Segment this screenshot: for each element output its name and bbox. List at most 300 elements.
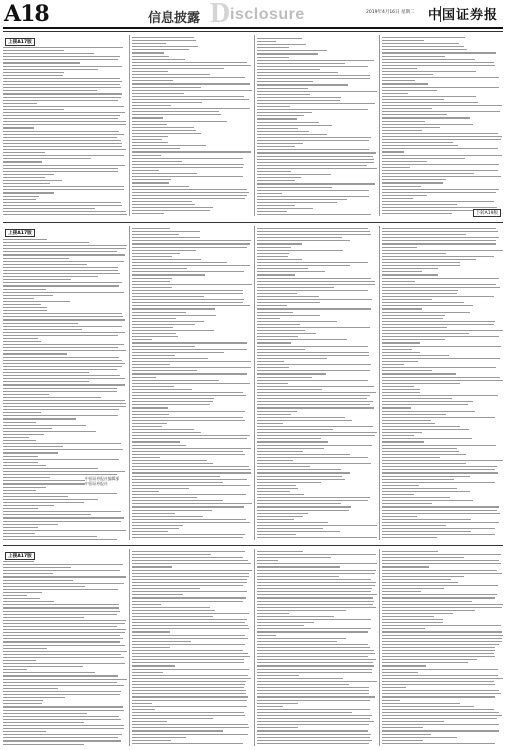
text-line	[382, 554, 501, 555]
text-line	[132, 429, 194, 430]
text-line	[3, 347, 118, 348]
text-line	[382, 570, 497, 571]
text-line	[3, 400, 125, 401]
text-line	[132, 448, 251, 449]
text-line	[132, 46, 198, 47]
text-line	[257, 576, 339, 577]
text-line	[382, 46, 464, 47]
text-line	[132, 93, 184, 94]
text-line	[382, 68, 417, 69]
text-line	[132, 591, 247, 592]
text-line	[382, 485, 419, 486]
text-line	[3, 214, 127, 215]
text-line	[3, 202, 121, 203]
text-line	[3, 332, 125, 333]
text-line	[382, 87, 499, 88]
text-line	[132, 534, 245, 535]
text-line	[132, 678, 251, 679]
text-line	[382, 659, 477, 660]
text-line	[257, 693, 369, 694]
text-line	[132, 426, 162, 427]
text-line	[3, 87, 121, 88]
text-line	[257, 168, 377, 169]
text-line	[257, 579, 371, 580]
text-line	[132, 96, 244, 97]
text-line	[382, 164, 499, 165]
text-line	[132, 158, 243, 159]
text-line	[257, 432, 377, 433]
text-line	[132, 588, 200, 589]
text-line	[382, 130, 422, 131]
text-line	[3, 617, 84, 618]
text-line	[257, 137, 371, 138]
text-line	[382, 114, 447, 115]
text-line	[382, 136, 502, 137]
text-line	[382, 582, 458, 583]
text-line	[3, 679, 127, 680]
text-line	[257, 435, 375, 436]
text-line	[132, 127, 194, 128]
text-line	[382, 513, 500, 514]
text-line	[257, 373, 326, 374]
article-column	[3, 549, 127, 746]
text-line	[132, 130, 196, 131]
text-line	[132, 531, 168, 532]
text-line	[382, 65, 495, 66]
text-line	[382, 407, 411, 408]
text-line	[3, 106, 124, 107]
text-line	[3, 267, 118, 268]
text-line	[3, 468, 98, 469]
text-line	[382, 451, 459, 452]
text-line	[257, 454, 350, 455]
text-line	[382, 414, 446, 415]
text-line	[382, 625, 501, 626]
text-line	[257, 665, 374, 666]
text-line	[257, 594, 377, 595]
text-line	[382, 463, 466, 464]
text-line	[257, 240, 350, 241]
masthead	[0, 0, 506, 28]
text-line	[257, 47, 289, 48]
text-line	[3, 487, 46, 488]
text-line	[132, 662, 244, 663]
text-line	[132, 709, 155, 710]
text-line	[3, 323, 78, 324]
text-line	[257, 706, 283, 707]
text-line	[382, 302, 464, 303]
text-line	[382, 494, 414, 495]
text-line	[3, 524, 58, 525]
text-line	[132, 250, 196, 251]
text-line	[257, 488, 298, 489]
text-line	[3, 517, 124, 518]
text-line	[3, 434, 44, 435]
text-line	[257, 100, 340, 101]
text-line	[257, 734, 371, 735]
text-line	[3, 47, 123, 48]
text-line	[382, 460, 503, 461]
text-line	[382, 37, 465, 38]
text-line	[132, 737, 186, 738]
text-line	[257, 361, 284, 362]
text-line	[3, 295, 53, 296]
text-line	[3, 388, 117, 389]
text-line	[382, 476, 470, 477]
text-line	[132, 404, 210, 405]
text-line	[257, 342, 291, 343]
text-line	[3, 137, 117, 138]
text-line	[257, 125, 332, 126]
article-column	[382, 222, 503, 540]
text-line	[257, 287, 334, 288]
text-line	[132, 111, 219, 112]
text-line	[3, 645, 125, 646]
text-line	[3, 360, 122, 361]
text-line	[257, 635, 276, 636]
text-line	[257, 681, 377, 682]
text-line	[3, 261, 124, 262]
text-line	[132, 696, 248, 697]
text-line	[3, 505, 54, 506]
text-line	[132, 43, 166, 44]
text-line	[132, 380, 219, 381]
text-line	[132, 488, 189, 489]
text-line	[382, 124, 473, 125]
text-line	[382, 170, 498, 171]
text-line	[3, 499, 98, 500]
text-line	[3, 397, 101, 398]
text-line	[257, 312, 293, 313]
text-line	[382, 336, 499, 337]
text-line	[3, 242, 89, 243]
text-line	[382, 139, 501, 140]
text-line	[3, 660, 36, 661]
text-line	[3, 710, 124, 711]
text-line	[382, 287, 500, 288]
text-line	[382, 531, 471, 532]
text-line	[257, 591, 371, 592]
text-line	[3, 189, 124, 190]
text-line	[257, 38, 302, 39]
text-line	[257, 700, 370, 701]
text-line	[257, 143, 303, 144]
text-line	[132, 231, 200, 232]
text-line	[3, 651, 127, 652]
text-line	[3, 326, 122, 327]
text-line	[382, 721, 444, 722]
text-line	[132, 582, 247, 583]
text-line	[257, 638, 346, 639]
text-line	[257, 687, 369, 688]
text-line	[257, 737, 370, 738]
column-rule	[379, 226, 380, 540]
text-line	[132, 198, 245, 199]
text-line	[257, 81, 313, 82]
text-line	[132, 148, 180, 149]
text-line	[257, 625, 304, 626]
text-line	[3, 248, 126, 249]
text-line	[132, 528, 179, 529]
text-line	[257, 293, 297, 294]
text-line	[132, 349, 247, 350]
text-line	[132, 479, 247, 480]
text-line	[257, 190, 369, 191]
text-line	[132, 207, 213, 208]
text-line	[382, 268, 438, 269]
text-line	[132, 472, 251, 473]
text-line	[3, 418, 76, 419]
text-line	[382, 718, 497, 719]
text-line	[3, 573, 53, 574]
text-line	[132, 457, 160, 458]
text-line	[132, 554, 211, 555]
text-line	[382, 727, 423, 728]
text-line	[3, 611, 120, 612]
text-line	[382, 145, 458, 146]
text-line	[3, 592, 42, 593]
text-line	[382, 278, 499, 279]
text-line	[3, 583, 124, 584]
text-line	[3, 490, 36, 491]
text-line	[3, 357, 119, 358]
text-line	[382, 259, 476, 260]
text-line	[132, 102, 202, 103]
text-line	[132, 469, 251, 470]
text-line	[132, 105, 171, 106]
text-line	[257, 196, 369, 197]
text-line	[257, 211, 287, 212]
text-line	[132, 435, 250, 436]
text-line	[257, 656, 368, 657]
text-line	[132, 417, 243, 418]
text-line	[382, 237, 499, 238]
text-line	[3, 115, 120, 116]
text-line	[132, 669, 249, 670]
text-line	[132, 441, 180, 442]
text-line	[257, 601, 374, 602]
text-line	[3, 279, 71, 280]
text-line	[3, 725, 124, 726]
text-line	[382, 619, 443, 620]
text-line	[257, 715, 372, 716]
text-line	[382, 641, 502, 642]
text-line	[132, 259, 201, 260]
text-line	[257, 653, 375, 654]
text-line	[382, 560, 499, 561]
text-line	[382, 204, 457, 205]
text-line	[3, 72, 64, 73]
text-line	[257, 457, 368, 458]
text-line	[257, 324, 300, 325]
text-line	[257, 404, 370, 405]
text-line	[382, 195, 427, 196]
article-column	[3, 35, 127, 216]
text-line	[3, 270, 118, 271]
text-line	[257, 159, 374, 160]
text-line	[132, 513, 175, 514]
text-line	[257, 199, 347, 200]
text-line	[3, 192, 54, 193]
text-line	[3, 112, 125, 113]
text-line	[382, 299, 432, 300]
text-line	[132, 62, 247, 63]
text-line	[382, 616, 434, 617]
text-line	[257, 346, 368, 347]
text-line	[3, 264, 87, 265]
text-line	[132, 204, 195, 205]
text-line	[257, 78, 370, 79]
text-line	[132, 659, 244, 660]
text-line	[257, 557, 331, 558]
text-line	[257, 506, 351, 507]
text-line	[257, 423, 283, 424]
text-line	[257, 278, 371, 279]
text-line	[382, 647, 495, 648]
text-line	[3, 353, 67, 354]
text-line	[382, 528, 495, 529]
text-line	[3, 338, 38, 339]
section-title-en: isclosure	[230, 6, 305, 23]
text-line	[257, 463, 371, 464]
text-line	[3, 629, 126, 630]
text-line	[257, 333, 316, 334]
text-line	[132, 482, 223, 483]
text-line	[3, 199, 36, 200]
text-line	[257, 318, 280, 319]
section-bottom	[3, 545, 503, 748]
text-line	[257, 208, 313, 209]
text-line	[257, 401, 373, 402]
text-line	[3, 146, 122, 147]
text-line	[132, 77, 245, 78]
text-line	[257, 718, 370, 719]
text-line	[382, 525, 446, 526]
text-line	[257, 122, 319, 123]
text-line	[257, 193, 282, 194]
text-line	[132, 460, 207, 461]
text-line	[132, 377, 156, 378]
text-line	[257, 281, 375, 282]
text-line	[257, 109, 368, 110]
text-line	[3, 93, 122, 94]
text-line	[3, 140, 121, 141]
text-line	[132, 333, 176, 334]
text-line	[382, 186, 421, 187]
text-line	[132, 265, 250, 266]
text-line	[257, 554, 376, 555]
text-line	[382, 370, 432, 371]
text-line	[3, 369, 117, 370]
text-line	[257, 321, 337, 322]
text-line	[382, 681, 494, 682]
text-line	[3, 638, 123, 639]
text-line	[132, 466, 249, 467]
text-line	[132, 352, 224, 353]
text-line	[382, 43, 459, 44]
text-line	[3, 437, 29, 438]
text-line	[3, 251, 117, 252]
text-line	[257, 106, 290, 107]
text-line	[257, 441, 328, 442]
text-line	[132, 743, 243, 744]
text-line	[257, 563, 377, 564]
text-line	[3, 372, 89, 373]
text-line	[257, 364, 371, 365]
text-line	[382, 158, 465, 159]
text-line	[132, 170, 159, 171]
text-line	[382, 367, 496, 368]
text-line	[257, 383, 288, 384]
text-line	[132, 610, 215, 611]
text-line	[132, 90, 252, 91]
text-line	[257, 330, 305, 331]
text-line	[3, 657, 124, 658]
text-line	[382, 420, 431, 421]
text-line	[132, 644, 245, 645]
text-line	[132, 370, 197, 371]
text-line	[382, 52, 496, 53]
text-line	[257, 411, 297, 412]
text-line	[382, 656, 495, 657]
text-line	[132, 389, 192, 390]
text-line	[382, 466, 497, 467]
text-line	[257, 566, 340, 567]
text-line	[382, 551, 438, 552]
text-line	[3, 620, 126, 621]
text-line	[3, 378, 125, 379]
text-line	[3, 406, 126, 407]
text-line	[132, 346, 195, 347]
text-line	[132, 485, 250, 486]
text-line	[382, 715, 502, 716]
text-line	[257, 588, 372, 589]
text-line	[382, 712, 499, 713]
text-line	[3, 307, 47, 308]
text-line	[3, 502, 84, 503]
text-line	[132, 262, 227, 263]
text-line	[257, 380, 368, 381]
text-line	[3, 276, 98, 277]
text-line	[3, 440, 36, 441]
text-line	[132, 525, 183, 526]
text-line	[257, 616, 334, 617]
text-line	[382, 573, 502, 574]
text-line	[3, 663, 125, 664]
text-line	[382, 56, 445, 57]
text-line	[3, 350, 126, 351]
text-line	[3, 239, 47, 240]
text-line	[382, 631, 502, 632]
text-line	[382, 265, 460, 266]
text-line	[382, 650, 495, 651]
text-line	[382, 389, 420, 390]
text-line	[257, 290, 368, 291]
text-line	[3, 713, 87, 714]
text-line	[257, 214, 371, 215]
text-line	[3, 508, 38, 509]
text-line	[382, 364, 404, 365]
text-line	[132, 619, 247, 620]
text-line	[132, 336, 178, 337]
text-line	[132, 566, 172, 567]
text-line	[3, 245, 127, 246]
text-line	[382, 411, 475, 412]
text-line	[132, 117, 163, 118]
text-line	[132, 579, 247, 580]
text-line	[382, 678, 503, 679]
text-line	[3, 728, 124, 729]
